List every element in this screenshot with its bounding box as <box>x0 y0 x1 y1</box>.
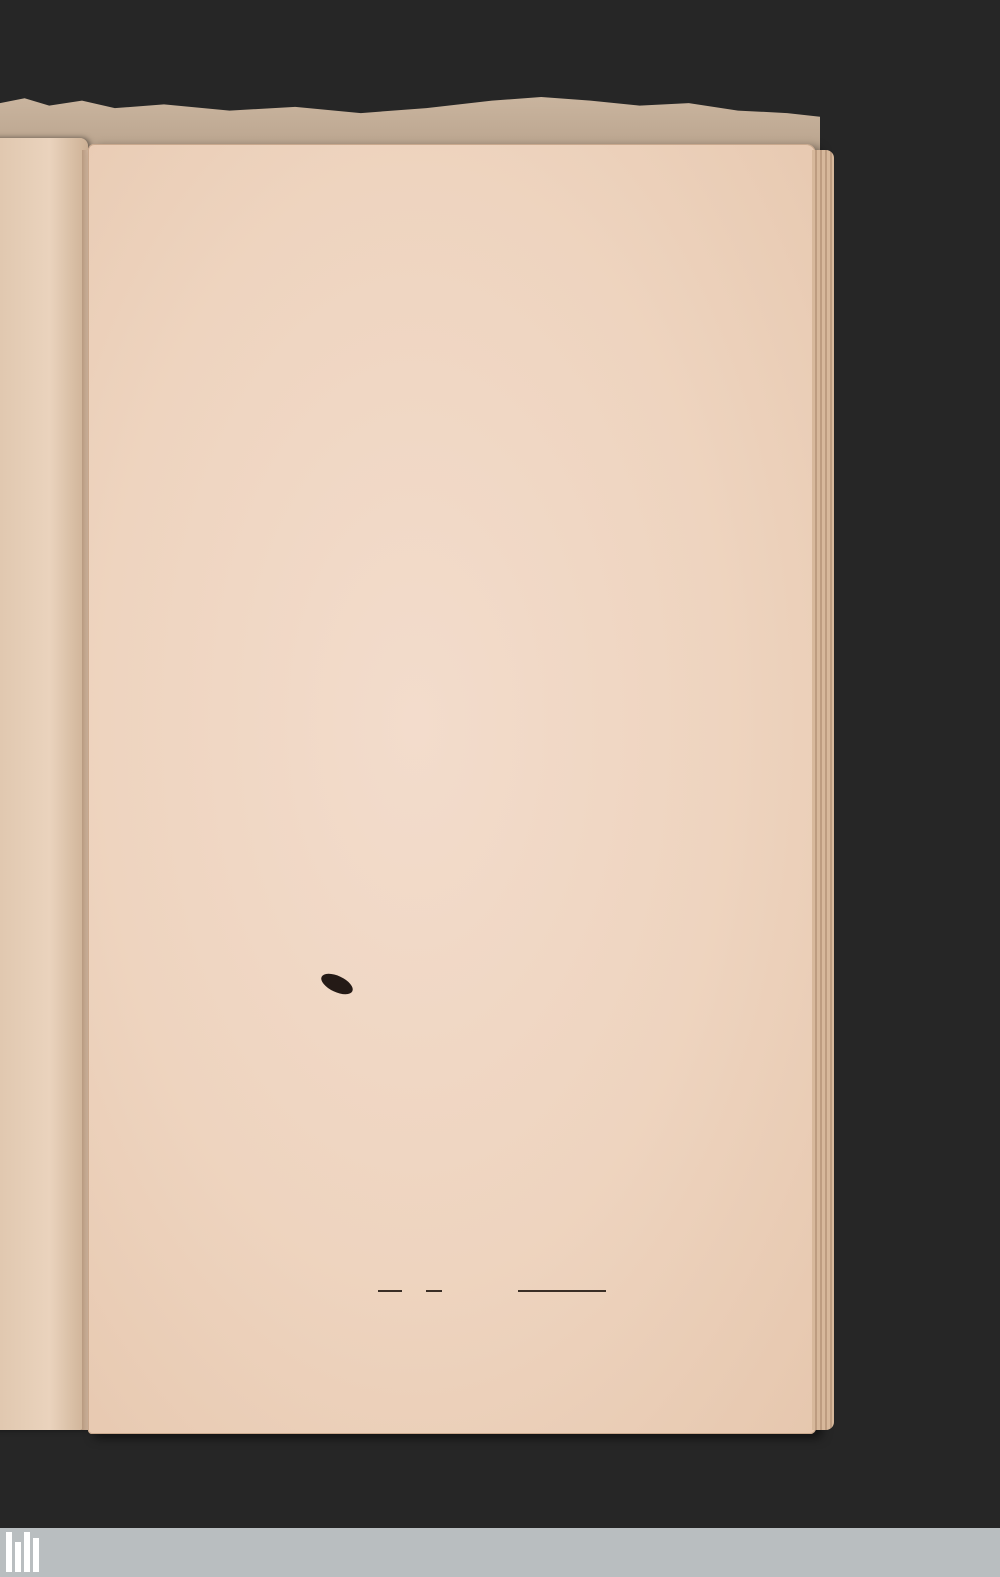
book-page <box>88 144 816 1434</box>
library-logo-icon <box>6 1532 46 1572</box>
signature-number-underline <box>426 1290 442 1292</box>
left-page-fragment <box>0 138 88 1430</box>
signature-underline <box>378 1290 402 1292</box>
page-edge <box>812 150 834 1430</box>
catchword-underline <box>518 1290 606 1292</box>
library-footer <box>0 1528 1000 1577</box>
